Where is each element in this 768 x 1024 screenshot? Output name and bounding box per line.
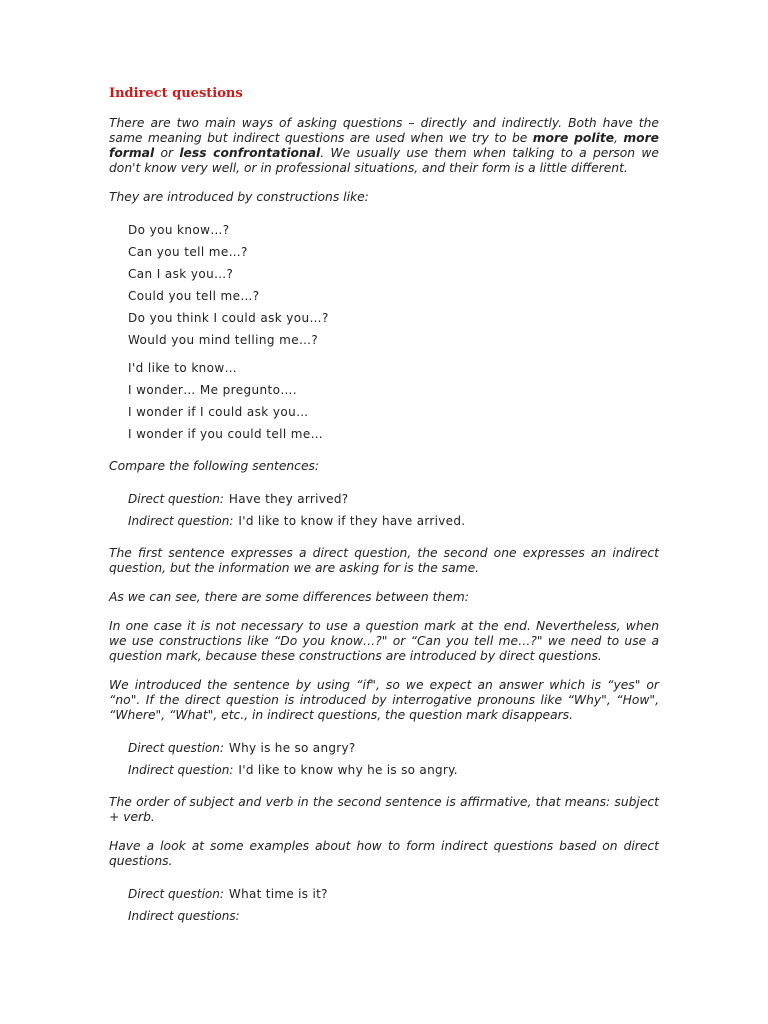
example-direct-row — [128, 488, 659, 510]
construction-item: Can I ask you…? — [128, 267, 234, 281]
intro-text: There are two main ways of asking questions – directly and indirectly. Both have the same meaning but indirect questions are used when we try to be — [109, 116, 659, 145]
construction-item: I'd like to know… — [128, 361, 238, 375]
page-title: Indirect questions — [109, 86, 243, 101]
differences-paragraph: As we can see, there are some differences between them: — [109, 590, 469, 604]
indirect-question: I'd like to know why he is so angry. — [238, 763, 458, 777]
direct-question: Why is he so angry? — [228, 741, 356, 755]
emphasis-confrontational: less confrontational — [179, 146, 321, 160]
compare-intro: Compare the following sentences: — [109, 459, 320, 473]
construction-item: I wonder if you could tell me… — [128, 427, 324, 441]
construction-item: Do you know…? — [128, 223, 230, 237]
example-2 — [128, 737, 659, 781]
example-indirect-row — [128, 905, 659, 927]
construction-item: Can you tell me…? — [128, 245, 248, 259]
direct-question: What time is it? — [228, 887, 328, 901]
construction-item: Would you mind telling me…? — [128, 333, 319, 347]
direct-question: Have they arrived? — [228, 492, 349, 506]
indirect-question: I'd like to know if they have arrived. — [238, 514, 466, 528]
example-indirect-row — [128, 510, 659, 532]
direct-label: Direct question: — [128, 741, 224, 755]
look-paragraph: Have a look at some examples about how to form indirect questions based on direct questions. — [109, 839, 659, 868]
constructions-intro: They are introduced by constructions like: — [109, 190, 369, 204]
construction-item: I wonder if I could ask you… — [128, 405, 309, 419]
intro-separator: or — [154, 146, 180, 160]
indirect-label: Indirect question: — [128, 514, 234, 528]
example-direct-row — [128, 737, 659, 759]
indirect-plural-label: Indirect questions: — [128, 909, 240, 923]
construction-item: Could you tell me…? — [128, 289, 260, 303]
document-page — [109, 86, 659, 941]
construction-item: Do you think I could ask you…? — [128, 311, 329, 325]
construction-item: I wonder… Me pregunto…. — [128, 383, 297, 397]
direct-label: Direct question: — [128, 492, 224, 506]
order-paragraph: The order of subject and verb in the second sentence is affirmative, that means: subject + verb. — [109, 795, 659, 824]
indirect-label: Indirect question: — [128, 763, 234, 777]
emphasis-formal: more formal — [109, 131, 659, 160]
if-paragraph: We introduced the sentence by using “if", so we expect an answer which is “yes" or “no". If the direct question is introduced by interrogative pronouns like “Why", “How", “Where", “What", etc., in indirect questions, the question mark disappears. — [109, 678, 659, 722]
example-1 — [128, 488, 659, 532]
example-indirect-row — [128, 759, 659, 781]
emphasis-polite: more polite — [532, 131, 615, 145]
intro-paragraph — [109, 116, 659, 176]
first-sentence-paragraph: The first sentence expresses a direct question, the second one expresses an indirect question, but the information we are asking for is the same. — [109, 546, 659, 575]
constructions-list — [128, 219, 659, 445]
example-3 — [128, 883, 659, 927]
intro-text: . We usually use them when talking to a person we don't know very well, or in professional situations, and their form is a little different. — [109, 146, 659, 175]
question-mark-paragraph: In one case it is not necessary to use a question mark at the end. Nevertheless, when we use constructions like “Do you know…?" or “Can you tell me…?" we need to use a question mark, because these constructions are introduced by direct questions. — [109, 619, 659, 663]
intro-separator: , — [614, 131, 624, 145]
example-direct-row — [128, 883, 659, 905]
direct-label: Direct question: — [128, 887, 224, 901]
